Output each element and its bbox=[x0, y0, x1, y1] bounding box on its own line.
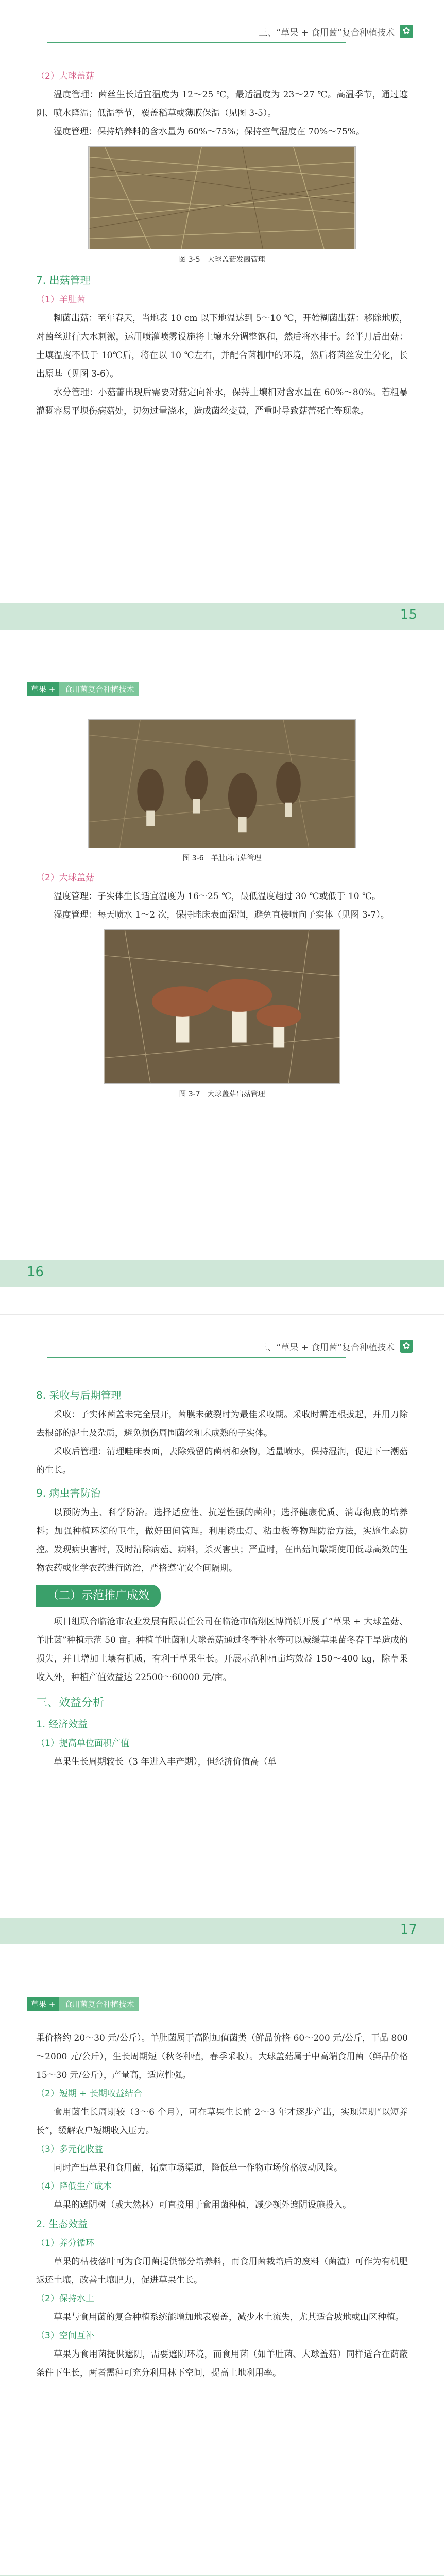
subheading: （2）大球盖菇 bbox=[36, 71, 94, 81]
figure-caption: 图 3-6 羊肚菌出菇管理 bbox=[182, 854, 262, 862]
paragraph: 采收：子实体菌盖未完全展开，菌膜未破裂时为最佳采收期。采收时需连根拔起，并用刀除去根部的泥土及杂质，避免损伤周围菌丝和未成熟的子实体。 bbox=[36, 1410, 408, 1438]
figure-straw-field-photo bbox=[88, 146, 356, 249]
running-header bbox=[259, 25, 413, 38]
page-number: 15 bbox=[400, 607, 417, 622]
leaf-icon: ✿ bbox=[400, 25, 413, 38]
paragraph: 草果生长周期较长（3 年进入丰产期），但经济价值高（单 bbox=[54, 1757, 277, 1767]
figure-stropharia-photo bbox=[104, 929, 340, 1084]
page-content bbox=[36, 1382, 408, 1771]
figure-caption: 图 3-5 大球盖菇发菌管理 bbox=[179, 256, 265, 264]
paragraph: 食用菌生长周期较（3～6 个月），可在草果生长前 2～3 年才逐步产出，实现短期“以短养长”，缓解农户短期收入压力。 bbox=[36, 2107, 408, 2136]
figure-morel-photo bbox=[88, 719, 356, 848]
paragraph: 草果为食用菌提供遮阴，需要遮阴环境，而食用菌（如羊肚菌、大球盖菇）同样适合在荫蔽条件下生长，两者需种可充分利用林下空间，提高土地利用率。 bbox=[36, 2349, 408, 2378]
running-header bbox=[27, 1997, 139, 2011]
paragraph: 草果的遮阴树（或大然林）可直接用于食用菌种植，减少额外遮阴设施投入。 bbox=[54, 2200, 351, 2210]
subheading: （3）空间互补 bbox=[36, 2331, 94, 2341]
subheading: （1）提高单位面积产值 bbox=[36, 1738, 129, 1749]
paragraph: 同时产出草果和食用菌，拓宽市场渠道，降低单一作物市场价格波动风险。 bbox=[54, 2163, 343, 2173]
series-title: 食用菌复合种植技术 bbox=[59, 1997, 139, 2011]
running-header bbox=[27, 682, 139, 696]
page-content bbox=[36, 714, 408, 1105]
header-rule bbox=[47, 42, 346, 43]
paragraph: 温度管理：子实体生长适宜温度为 16～25 ℃，最低温度超过 30 ℃或低于 10 ℃。 bbox=[54, 891, 381, 902]
subheading: （2）保持水土 bbox=[36, 2294, 94, 2304]
paragraph: 水分管理：小菇蕾出现后需要对菇定向补水，保持土壤相对含水量在 60%～80%。若粗暴灌溉容易平坝伤病菇处，切勿过量浇水，造成菌丝变黄，严重时导致菇蕾死亡等现象。 bbox=[36, 387, 408, 416]
section-heading: 2. 生态效益 bbox=[36, 2218, 88, 2230]
series-title: 食用菌复合种植技术 bbox=[59, 682, 139, 696]
paragraph: 湿度管理：保持培养料的含水量为 60%～75%；保持空气湿度在 70%～75%。 bbox=[54, 127, 365, 137]
section-heading: 1. 经济效益 bbox=[36, 1719, 88, 1730]
subheading: （1）养分循环 bbox=[36, 2238, 94, 2248]
page-number: 16 bbox=[27, 1264, 44, 1280]
section-heading: 8. 采收与后期管理 bbox=[36, 1389, 122, 1401]
paragraph: 温度管理：菌丝生长适宜温度为 12～25 ℃，最适温度为 23～27 ℃。高温季节，通过遮阴、喷水降温；低温季节，覆盖稻草或薄膜保温（见图 3-5）。 bbox=[36, 90, 408, 118]
subheading: （2）短期 + 长期收益结合 bbox=[36, 2089, 142, 2099]
page-17 bbox=[0, 1315, 444, 1972]
paragraph: 项目组联合临沧市农业发展有限责任公司在临沧市临翔区博尚镇开展了“草果 + 大球盖菇、羊肚菌”种植示范 50 亩。种植羊肚菌和大球盖菇通过冬季补水等可以减缓草果苗冬春干旱造成的损失，并且增加土壤有机质，有利于草果生长。开展示范种植亩均效益 150～400 kg，除草果收入外，种植产值效益达 22500～60000 元/亩。 bbox=[36, 1617, 408, 1683]
page-15 bbox=[0, 0, 444, 657]
paragraph: 草果与食用菌的复合种植系统能增加地表覆盖，减少水土流失，尤其适合坡地或山区种植。 bbox=[54, 2312, 404, 2323]
page-content bbox=[36, 67, 408, 420]
subheading: （2）大球盖菇 bbox=[36, 873, 94, 883]
book-title: 三、“草果 + 食用菌”复合种植技术 bbox=[259, 27, 395, 38]
section-heading: 7. 出菇管理 bbox=[36, 274, 91, 286]
footer-band bbox=[0, 1918, 444, 1944]
subheading: （1）羊肚菌 bbox=[36, 295, 86, 305]
series-chip: 草果 + bbox=[27, 682, 59, 696]
section-heading: 9. 病虫害防治 bbox=[36, 1487, 101, 1499]
paragraph: 湿度管理：每天喷水 1～2 次，保持畦床表面湿润，避免直接喷向子实体（见图 3-7）。 bbox=[54, 910, 389, 920]
subheading: （4）降低生产成本 bbox=[36, 2181, 112, 2192]
paragraph: 采收后管理：清理畦床表面，去除残留的菌柄和杂物，适量喷水，保持湿润，促进下一潮菇的生长。 bbox=[36, 1447, 408, 1476]
chapter-heading: 三、效益分析 bbox=[36, 1697, 105, 1709]
header-rule bbox=[47, 1357, 346, 1358]
page-16 bbox=[0, 657, 444, 1315]
paragraph: 果价格约 20～30 元/公斤）。羊肚菌属于高附加值菌类（鲜品价格 60～200 元/公斤，干品 800～2000 元/公斤），生长周期短（秋冬种植，春季采收）。大球盖菇属于中高端食用菌（鲜品价格 15～30 元/公斤），产量高，适应性强。 bbox=[36, 2033, 408, 2080]
page-content bbox=[36, 2029, 408, 2382]
page-number: 17 bbox=[400, 1922, 417, 1937]
subheading: （3）多元化收益 bbox=[36, 2144, 103, 2155]
paragraph: 以预防为主、科学防治。选择适应性、抗逆性强的菌种；选择健康优质、消毒彻底的培养料；加强种植环境的卫生，做好田间管理。利用诱虫灯、粘虫板等物理防治方法，实施生态防控。发现病虫害时，及时清除病菇、病料，杀灭害虫；严重时，在出菇间歇期使用低毒高效的生物农药或化学农药进行防治，严格遵守安全间隔期。 bbox=[36, 1507, 408, 1573]
book-title: 三、“草果 + 食用菌”复合种植技术 bbox=[259, 1342, 395, 1353]
section-banner: （二）示范推广成效 bbox=[36, 1585, 161, 1607]
running-header bbox=[259, 1340, 413, 1353]
leaf-icon: ✿ bbox=[400, 1340, 413, 1353]
paragraph: 草果的枯枝落叶可为食用菌提供部分培养料，而食用菌栽培后的废料（菌渣）可作为有机肥返还土壤，改善土壤肥力，促进草果生长。 bbox=[36, 2257, 408, 2285]
footer-band bbox=[0, 1260, 444, 1287]
page-18 bbox=[0, 1972, 444, 2576]
footer-band bbox=[0, 603, 444, 630]
series-chip: 草果 + bbox=[27, 1997, 59, 2011]
paragraph: 糊菌出菇：至年春天，当地表 10 cm 以下地温达到 5～10 ℃，开始糊菌出菇：移除地膜，对菌丝进行大水刺激，运用喷灌喷雾设施将土壤水分调整饱和，然后将水排干。经半月后出菇：土壤温度不低于 10℃后，将在以 10 ℃左右，并配合菌棚中的环境，然后将菌丝发生分化，长出原基（见图 3-6）。 bbox=[36, 313, 408, 379]
figure-caption: 图 3-7 大球盖菇出菇管理 bbox=[179, 1090, 265, 1098]
